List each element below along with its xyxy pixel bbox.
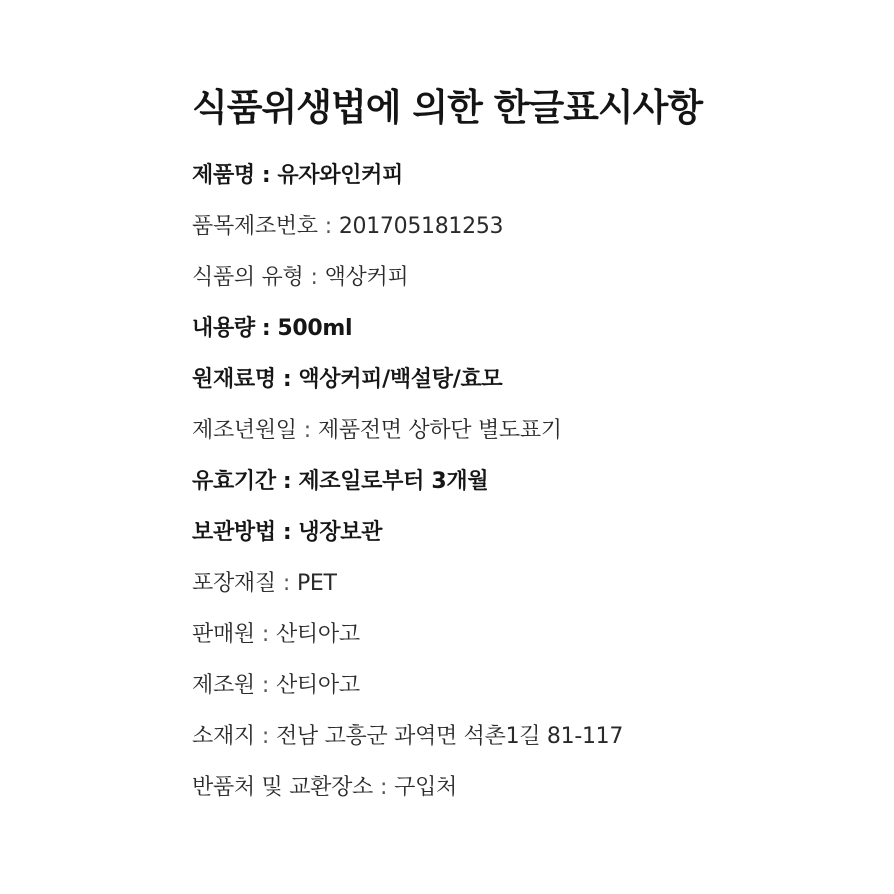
item-value: 산티아고 [275,622,360,647]
item-separator: : [282,367,292,392]
list-item [192,558,872,609]
item-label: 제품명 [192,163,255,188]
list-item [192,303,872,354]
label-panel [192,78,872,813]
item-label: 품목제조번호 [192,214,318,239]
item-separator: : [310,265,318,290]
list-item [192,507,872,558]
item-separator: : [380,775,388,800]
item-value: 500ml [277,316,353,341]
item-label: 포장재질 [192,571,276,596]
page-title: 식품위생법에 의한 한글표시사항 [192,86,703,129]
item-value: 산티아고 [275,673,360,698]
item-separator: : [282,469,292,494]
item-label: 판매원 [192,622,255,647]
item-value: PET [296,571,337,596]
item-value: 액상커피/백설탕/효모 [298,367,503,392]
item-separator: : [261,724,269,749]
item-label: 내용량 [192,316,255,341]
item-separator: : [261,163,271,188]
item-label: 원재료명 [192,367,276,392]
item-label: 소재지 [192,724,255,749]
list-item [192,354,872,405]
item-separator: : [303,418,311,443]
list-item [192,660,872,711]
item-separator: : [261,622,269,647]
item-separator: : [282,571,290,596]
item-label: 식품의 유형 [192,265,304,290]
item-label: 제조원 [192,673,255,698]
item-value: 전남 고흥군 과역면 석촌1길 81-117 [275,724,624,749]
list-item [192,711,872,762]
item-label: 반품처 및 교환장소 [192,775,374,800]
list-item [192,609,872,660]
item-label: 유효기간 [192,469,276,494]
item-separator: : [261,673,269,698]
list-item [192,762,872,813]
item-value: 구입처 [394,775,457,800]
item-separator: : [282,520,292,545]
list-item [192,252,872,303]
list-item [192,150,872,201]
item-separator: : [261,316,271,341]
list-item [192,201,872,252]
item-label: 보관방법 [192,520,276,545]
item-label: 제조년원일 [192,418,297,443]
item-value: 냉장보관 [298,520,383,545]
item-value: 유자와인커피 [277,163,404,188]
list-item [192,456,872,507]
item-value: 액상커피 [324,265,409,290]
item-separator: : [324,214,332,239]
info-list [192,150,872,813]
list-item [192,405,872,456]
item-value: 201705181253 [338,214,504,239]
item-value: 제조일로부터 3개월 [298,469,489,494]
item-value: 제품전면 상하단 별도표기 [317,418,562,443]
